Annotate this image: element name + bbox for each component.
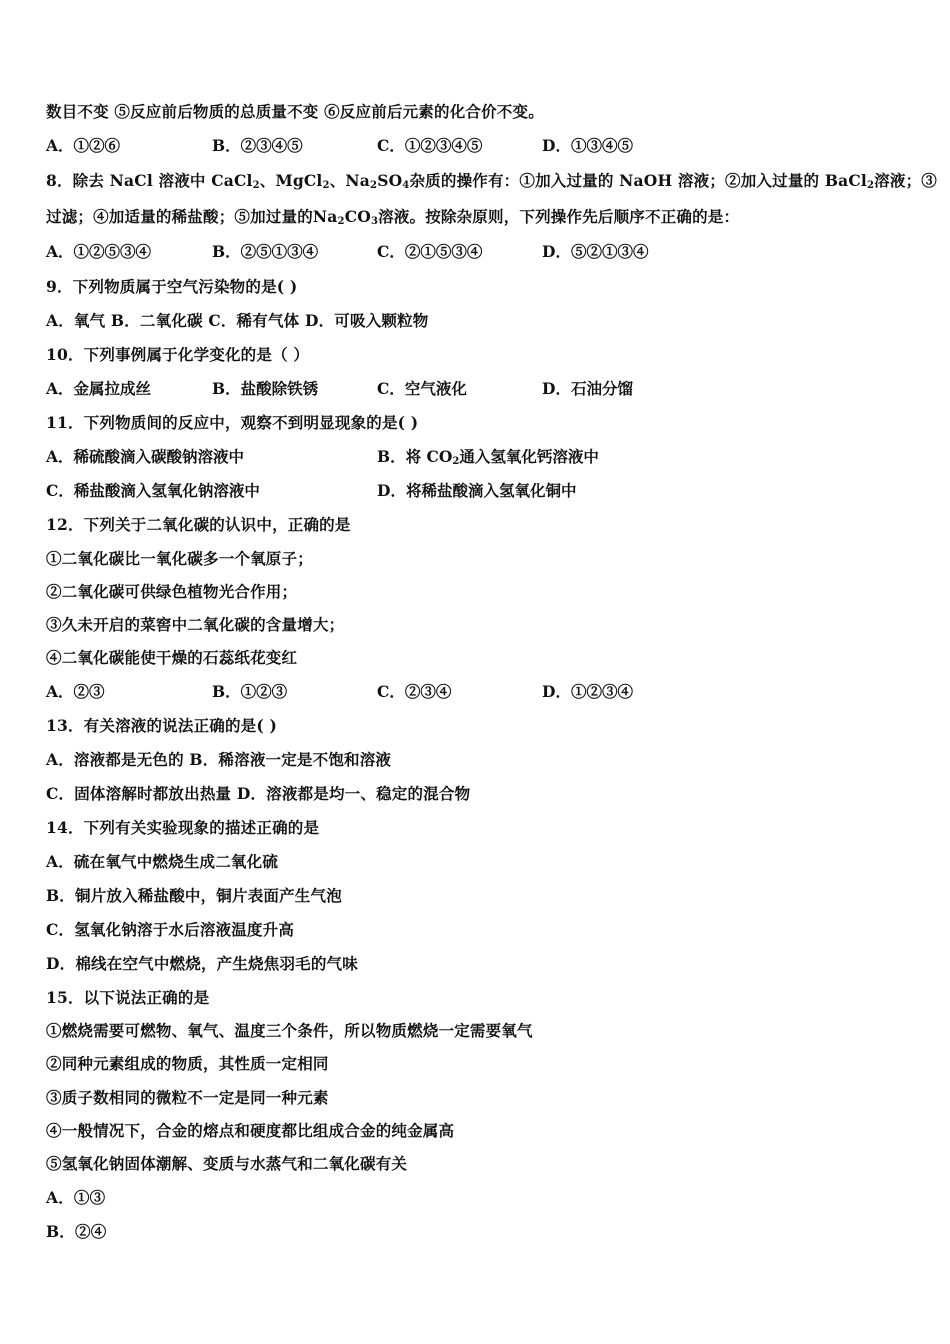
- q11-option-a: A．稀硫酸滴入碳酸钠溶液中: [46, 447, 245, 466]
- q15-stem: 15．以下说法正确的是: [46, 988, 210, 1007]
- q12-option-c: C．②③④: [377, 682, 452, 701]
- q10-option-b: B．盐酸除铁锈: [212, 379, 319, 398]
- q9-options: A．氧气 B．二氧化碳 C．稀有气体 D．可吸入颗粒物: [46, 311, 429, 330]
- q7-option-a: A．①②⑥: [46, 136, 121, 155]
- q15-statement-2: ②同种元素组成的物质，其性质一定相同: [46, 1054, 329, 1073]
- q14-option-c: C．氢氧化钠溶于水后溶液温度升高: [46, 920, 295, 939]
- q13-options-cd: C．固体溶解时都放出热量 D．溶液都是均一、稳定的混合物: [46, 784, 471, 803]
- q12-statement-1: ①二氧化碳比一氧化碳多一个氧原子；: [46, 549, 313, 568]
- q14-option-a: A．硫在氧气中燃烧生成二氧化硫: [46, 852, 279, 871]
- q8-option-c: C．②①⑤③④: [377, 242, 483, 261]
- q14-stem: 14．下列有关实验现象的描述正确的是: [46, 818, 320, 837]
- q7-option-c: C．①②③④⑤: [377, 136, 483, 155]
- q12-statement-3: ③久未开启的菜窖中二氧化碳的含量增大；: [46, 615, 345, 634]
- q11-stem: 11．下列物质间的反应中，观察不到明显现象的是( ): [46, 413, 419, 432]
- q8-stem-line2: 过滤；④加适量的稀盐酸；⑤加过量的$Na_2CO_3$溶液。按除杂原则，下列操作先后顺序不正确的是：: [46, 207, 740, 227]
- q7-option-d: D．①③④⑤: [542, 136, 633, 155]
- q15-statement-3: ③质子数相同的微粒不一定是同一种元素: [46, 1088, 329, 1107]
- q12-stem: 12．下列关于二氧化碳的认识中，正确的是: [46, 515, 351, 534]
- q10-stem: 10．下列事例属于化学变化的是（ ）: [46, 345, 310, 364]
- q8-stem-line1: 8．除去 NaCl 溶液中 CaCl$_2$、MgCl$_2$、$Na_2SO_4$杂质的操作有：①加入过量的 NaOH 溶液；②加入过量的 BaCl$_2$溶液；③: [46, 171, 937, 191]
- q8-option-b: B．②⑤①③④: [212, 242, 319, 261]
- q15-option-a: A．①③: [46, 1188, 106, 1207]
- q10-option-c: C．空气液化: [377, 379, 467, 398]
- q13-stem: 13．有关溶液的说法正确的是( ): [46, 716, 278, 735]
- q11-option-d: D．将稀盐酸滴入氢氧化铜中: [377, 481, 577, 500]
- q12-option-b: B．①②③: [212, 682, 288, 701]
- q8-option-d: D．⑤②①③④: [542, 242, 649, 261]
- q13-options-ab: A．溶液都是无色的 B．稀溶液一定是不饱和溶液: [46, 750, 392, 769]
- q15-statement-5: ⑤氢氧化钠固体潮解、变质与水蒸气和二氧化碳有关: [46, 1154, 408, 1173]
- q12-option-a: A．②③: [46, 682, 105, 701]
- q9-stem: 9．下列物质属于空气污染物的是( ): [46, 277, 298, 296]
- q15-statement-1: ①燃烧需要可燃物、氧气、温度三个条件，所以物质燃烧一定需要氧气: [46, 1021, 533, 1040]
- q7-option-b: B．②③④⑤: [212, 136, 303, 155]
- q8-option-a: A．①②⑤③④: [46, 242, 152, 261]
- q10-option-a: A．金属拉成丝: [46, 379, 152, 398]
- q11-option-b: B．将 $CO_2$通入氢氧化钙溶液中: [377, 447, 599, 467]
- q7-stem-continued: 数目不变 ⑤反应前后物质的总质量不变 ⑥反应前后元素的化合价不变。: [46, 102, 544, 121]
- q15-option-b: B．②④: [46, 1222, 107, 1241]
- q10-option-d: D．石油分馏: [542, 379, 633, 398]
- q14-option-d: D．棉线在空气中燃烧，产生烧焦羽毛的气味: [46, 954, 358, 973]
- q11-option-c: C．稀盐酸滴入氢氧化钠溶液中: [46, 481, 260, 500]
- q12-statement-2: ②二氧化碳可供绿色植物光合作用；: [46, 582, 298, 601]
- q14-option-b: B．铜片放入稀盐酸中，铜片表面产生气泡: [46, 886, 342, 905]
- q12-option-d: D．①②③④: [542, 682, 633, 701]
- q15-statement-4: ④一般情况下，合金的熔点和硬度都比组成合金的纯金属高: [46, 1121, 455, 1140]
- q12-statement-4: ④二氧化碳能使干燥的石蕊纸花变红: [46, 648, 298, 667]
